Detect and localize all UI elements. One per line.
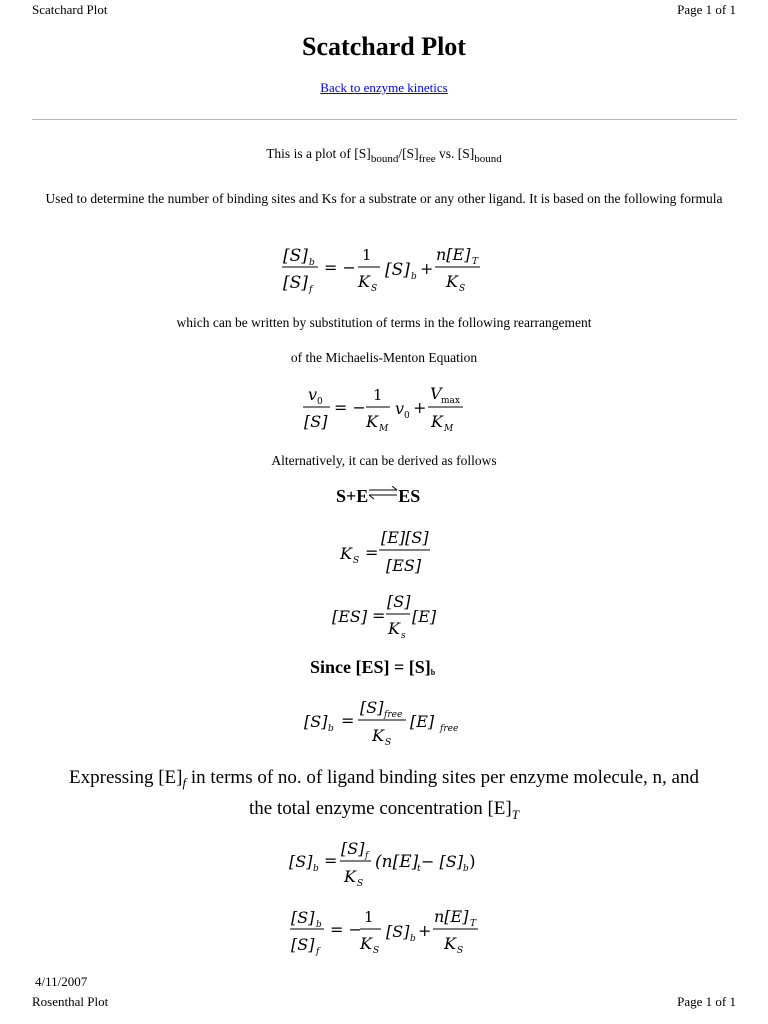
svg-text:[S]: [S] [289, 852, 313, 871]
total-enzyme-equation [287, 836, 487, 892]
svg-text:M: M [379, 424, 389, 434]
svg-text:b: b [316, 920, 322, 930]
svg-text:S: S [385, 738, 392, 748]
svg-text:[S]: [S] [387, 592, 411, 611]
intro-text: This is a plot of $[S]_{bound}/[S]_{free}$ vs. $[S]_{bound}$ [266, 146, 502, 165]
svg-text:= −: = − [330, 920, 362, 939]
bound-substrate-equation [302, 694, 472, 750]
back-to-enzyme-kinetics-link[interactable]: Back to enzyme kinetics [320, 80, 448, 95]
footer-page-number: Page 1 of 1 [677, 994, 736, 1009]
svg-text:T: T [472, 257, 479, 267]
footer-date: 4/11/2007 [35, 974, 88, 989]
svg-text:K: K [388, 619, 400, 638]
svg-text:=: = [341, 711, 355, 730]
svg-text:free: free [384, 710, 403, 720]
svg-text:0: 0 [317, 397, 323, 407]
equilibrium-arrow-icon [368, 486, 398, 500]
svg-text:f: f [309, 285, 313, 295]
svg-text:K: K [431, 412, 443, 431]
svg-text:K: K [358, 272, 370, 291]
svg-text:[E]: [E] [412, 607, 437, 626]
svg-text:[S]: [S] [385, 260, 410, 280]
horizontal-rule [32, 119, 737, 120]
svg-text:V: V [430, 384, 442, 403]
since-statement: Since $[ES] = [S]_b$ [310, 657, 436, 677]
svg-text:n[E]: n[E] [434, 907, 469, 926]
svg-text:T: T [470, 919, 477, 929]
svg-text:[S]: [S] [283, 273, 308, 293]
svg-text:=: = [324, 851, 338, 870]
svg-text:b: b [411, 272, 417, 282]
footer-title: Rosenthal Plot [32, 994, 109, 1009]
svg-text:K: K [340, 544, 352, 563]
svg-text:K: K [366, 412, 378, 431]
svg-text:1: 1 [364, 908, 374, 926]
svg-text:S: S [353, 556, 360, 566]
svg-text:1: 1 [373, 386, 383, 404]
svg-text:K: K [360, 934, 372, 953]
header-page-number: Page 1 of 1 [677, 2, 736, 17]
description-paragraph: Used to determine the number of binding sites and Ks for a substrate or any other ligand. It is based on the following formula [45, 191, 723, 206]
svg-text:[S]: [S] [386, 922, 410, 941]
svg-text:[S]: [S] [283, 246, 308, 266]
svg-text:S: S [357, 879, 364, 889]
svg-text:0: 0 [404, 411, 410, 421]
complex-concentration-equation [330, 588, 450, 644]
expressing-statement: Expressing $[E]_f$ in terms of no. of ligand binding sites per enzyme molecule, n, and the total enzyme concentration $[E]_T$ [69, 767, 699, 822]
scatchard-equation-final [288, 902, 498, 958]
page-title: Scatchard Plot [302, 32, 466, 61]
svg-text:[S]: [S] [360, 698, 384, 717]
svg-text:b: b [328, 724, 334, 734]
svg-text:+: + [413, 398, 427, 417]
svg-text:S: S [459, 284, 466, 294]
svg-text:[ES]: [ES] [386, 556, 422, 575]
svg-text:K: K [372, 726, 384, 745]
svg-text:b: b [313, 864, 319, 874]
svg-text:n[E]: n[E] [436, 245, 471, 264]
svg-text:t: t [417, 864, 421, 874]
svg-text:= −: = − [324, 258, 356, 277]
svg-text:[S]: [S] [304, 712, 328, 731]
svg-text:b: b [309, 258, 315, 268]
svg-text:s: s [401, 631, 406, 641]
svg-text:K: K [344, 867, 356, 886]
svg-text:= −: = − [334, 398, 366, 417]
svg-text:1: 1 [362, 246, 372, 264]
svg-text:=: = [372, 606, 386, 625]
svg-text:free: free [440, 724, 459, 734]
svg-text:(n[E]: (n[E] [375, 852, 419, 872]
dissociation-constant-equation [338, 524, 438, 580]
svg-text:S: S [373, 946, 380, 956]
svg-text:[ES]: [ES] [332, 607, 368, 626]
michaelis-menten-equation [300, 380, 480, 436]
svg-text:f: f [316, 947, 320, 957]
svg-text:[S]: [S] [304, 412, 328, 431]
svg-text:f: f [365, 851, 369, 861]
svg-text:K: K [444, 934, 456, 953]
michaelis-menton-text: of the Michaelis-Menton Equation [290, 350, 478, 365]
svg-text:+: + [418, 921, 432, 940]
svg-text:S: S [457, 946, 464, 956]
header-title: Scatchard Plot [32, 2, 108, 17]
svg-text:max: max [441, 396, 460, 406]
svg-text:+: + [420, 259, 434, 278]
rearrangement-text: which can be written by substitution of terms in the following rearrangement [176, 315, 592, 330]
svg-text:[E][S]: [E][S] [381, 528, 429, 547]
alternative-derivation-text: Alternatively, it can be derived as follows [271, 453, 497, 468]
scatchard-equation [280, 240, 500, 296]
svg-text:=: = [365, 543, 379, 562]
svg-text:− [S]: − [S] [421, 852, 463, 871]
svg-text:[E]: [E] [410, 712, 435, 731]
svg-text:[S]: [S] [341, 839, 365, 858]
svg-text:): ) [469, 852, 476, 872]
svg-text:[S]: [S] [291, 908, 315, 927]
svg-text:M: M [444, 424, 454, 434]
svg-text:b: b [410, 934, 416, 944]
binding-reaction: S+E ES [336, 486, 421, 506]
svg-text:b: b [463, 864, 469, 874]
svg-text:v: v [308, 385, 318, 404]
svg-text:[S]: [S] [291, 935, 315, 954]
svg-text:S: S [371, 284, 378, 294]
svg-text:K: K [446, 272, 458, 291]
svg-text:v: v [395, 399, 405, 418]
